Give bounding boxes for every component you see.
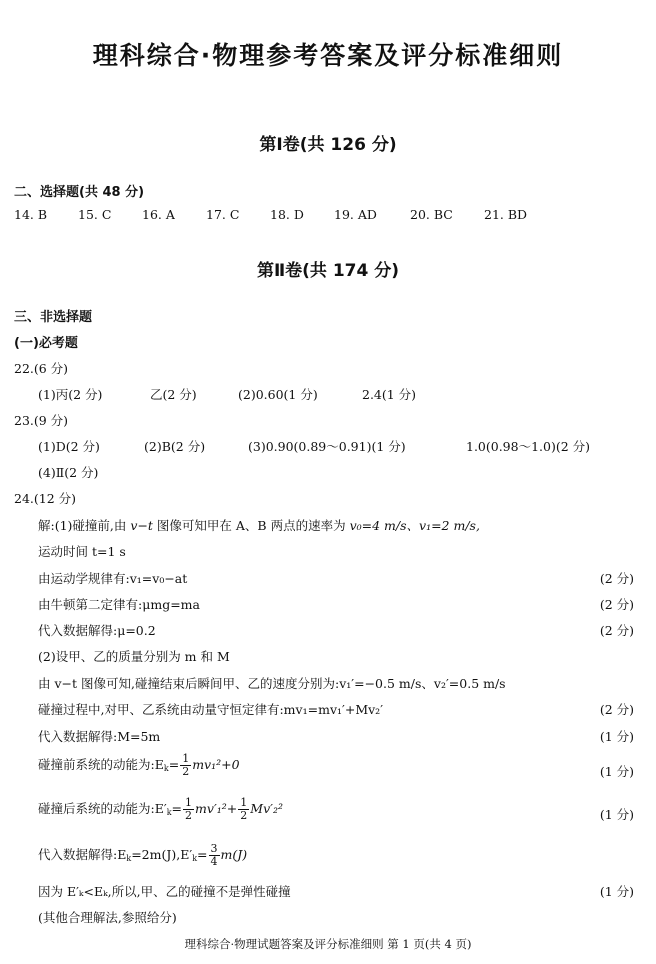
non-choice-section: 三、非选择题 <box>14 310 93 325</box>
answer-16: 16. A <box>142 207 175 222</box>
fraction-three-quarters <box>209 843 220 868</box>
q24-var-t: t <box>147 518 153 533</box>
denominator: 2 <box>185 809 193 822</box>
q24-line-13: 因为 E′ₖ<Eₖ,所以,甲、乙的碰撞不是弹性碰撞 <box>38 884 291 899</box>
q24-line-3-points: (2 分) <box>599 571 634 586</box>
q24-line-6: (2)设甲、乙的质量分别为 m 和 M <box>38 649 230 664</box>
q23-answer-2: (2)B(2 分) <box>144 439 206 454</box>
q24-line-13-points: (1 分) <box>599 884 634 899</box>
q24-line-5-points: (2 分) <box>599 623 634 638</box>
document-title: 理科综合·物理参考答案及评分标准细则 <box>92 41 564 70</box>
q24-line-10-points: (1 分) <box>599 764 634 779</box>
q24-kinetic-after-term2: Mv′₂² <box>250 801 284 816</box>
q24-line-3: 由运动学规律有:v₁=v₀−at <box>38 571 188 586</box>
q24-result-mid: =2m(J),E′ <box>131 847 193 862</box>
equals: = <box>171 801 183 816</box>
numerator: 3 <box>210 842 218 855</box>
fraction-one-half <box>183 797 194 822</box>
q23-answer-4: 1.0(0.98～1.0)(2 分) <box>466 439 591 454</box>
q24-line-8: 碰撞过程中,对甲、乙系统由动量守恒定律有:mv₁=mv₁′+Mv₂′ <box>38 702 384 717</box>
q24-line-9-points: (1 分) <box>599 729 634 744</box>
answer-19: 19. AD <box>334 207 377 222</box>
q24-header: 24.(12 分) <box>14 491 77 506</box>
numerator: 1 <box>185 796 193 809</box>
answer-15: 15. C <box>78 207 112 222</box>
part1-heading: 第Ⅰ卷(共 126 分) <box>259 135 397 155</box>
equals: = <box>168 757 180 772</box>
q24-line-5: 代入数据解得:μ=0.2 <box>38 623 156 638</box>
q24-line-10 <box>38 753 240 778</box>
denominator: 2 <box>240 809 248 822</box>
fraction-one-half <box>238 797 249 822</box>
q24-minus: − <box>137 518 148 533</box>
q24-speeds: v₀=4 m/s、v₁=2 m/s, <box>349 518 480 533</box>
q24-line-4-points: (2 分) <box>599 597 634 612</box>
q24-line-9: 代入数据解得:M=5m <box>38 729 161 744</box>
equals: = <box>197 847 208 862</box>
q22-answer-1: (1)丙(2 分) <box>38 387 103 402</box>
q24-kinetic-after-label: 碰撞后系统的动能为:E′ <box>38 801 167 816</box>
q24-line-1-cont: 图像可知甲在 A、B 两点的速率为 <box>152 518 350 533</box>
q24-result-label: 代入数据解得:E <box>38 847 127 862</box>
q23-header: 23.(9 分) <box>14 413 69 428</box>
required-subsection: (一)必考题 <box>14 336 78 351</box>
answer-17: 17. C <box>206 207 240 222</box>
q24-line-1-text: 解:(1)碰撞前,由 <box>38 518 131 533</box>
numerator: 1 <box>182 752 190 765</box>
q24-result-unit: m(J) <box>220 847 248 862</box>
denominator: 4 <box>210 855 218 868</box>
subscript-k: k <box>166 808 172 817</box>
denominator: 2 <box>182 765 190 778</box>
q22-answer-3: (2)0.60(1 分) <box>238 387 318 402</box>
multiple-choice-section: 二、选择题(共 48 分) <box>14 185 145 200</box>
q24-line-11 <box>38 797 283 822</box>
q24-line-1 <box>38 516 480 534</box>
subscript-k: k <box>126 854 132 863</box>
q23-answer-3: (3)0.90(0.89～0.91)(1 分) <box>248 439 406 454</box>
q24-kinetic-before-label: 碰撞前系统的动能为:E <box>38 757 164 772</box>
q24-line-11-points: (1 分) <box>599 807 634 822</box>
q24-line-12 <box>38 843 247 868</box>
q24-var-v: v <box>130 518 138 533</box>
q24-kinetic-before-expr: mv₁²+0 <box>192 757 240 772</box>
answer-14: 14. B <box>14 207 48 222</box>
subscript-k: k <box>192 854 198 863</box>
q23-answer-1: (1)D(2 分) <box>38 439 100 454</box>
q24-kinetic-after-term1: mv′₁²+ <box>195 801 238 816</box>
q24-line-8-points: (2 分) <box>599 702 634 717</box>
page-footer: 理科综合·物理试题答案及评分标准细则 第 1 页(共 4 页) <box>184 937 472 951</box>
answer-21: 21. BD <box>484 207 528 222</box>
fraction-one-half <box>180 753 191 778</box>
subscript-k: k <box>163 764 169 773</box>
q24-line-2: 运动时间 t=1 s <box>38 544 126 559</box>
q22-answer-2: 乙(2 分) <box>150 387 197 402</box>
answer-18: 18. D <box>270 207 304 222</box>
q22-header: 22.(6 分) <box>14 361 69 376</box>
q24-line-4: 由牛顿第二定律有:μmg=ma <box>38 597 200 612</box>
part2-heading: 第Ⅱ卷(共 174 分) <box>256 261 400 281</box>
q24-line-7: 由 v−t 图像可知,碰撞结束后瞬间甲、乙的速度分别为:v₁′=−0.5 m/s、v₂′=0.5 m/s <box>38 676 506 691</box>
q24-line-14: (其他合理解法,参照给分) <box>38 910 177 925</box>
answer-20: 20. BC <box>410 207 453 222</box>
numerator: 1 <box>240 796 248 809</box>
q22-answer-4: 2.4(1 分) <box>362 387 417 402</box>
q23-answer-5: (4)Ⅱ(2 分) <box>38 465 99 480</box>
